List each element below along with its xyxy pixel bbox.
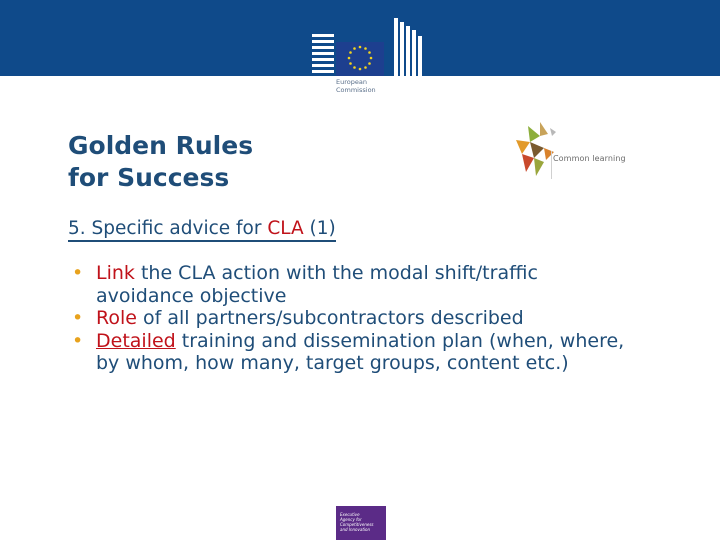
bullet-text: the CLA action with the modal shift/traffic avoidance objective [96, 262, 538, 307]
section-subtitle [68, 218, 336, 242]
subtitle-prefix: 5. Specific advice for [68, 218, 268, 239]
bullet-icon: • [72, 262, 84, 284]
common-learning-divider [551, 151, 552, 179]
european-commission-text: European Commission [336, 78, 376, 94]
bullet-text: of all partners/subcontractors described [136, 307, 524, 329]
page-title [68, 130, 428, 194]
bullet-highlight: Role [96, 307, 137, 329]
title-line-2: for Success [68, 163, 230, 192]
subtitle-suffix: (1) [303, 218, 336, 239]
advice-list [72, 262, 632, 375]
bullet-highlight: Detailed [96, 329, 176, 352]
bullet-highlight: Link [96, 262, 135, 284]
agency-logo: Executive Agency for Competitiveness and Innovation [336, 506, 386, 540]
list-item [72, 307, 632, 330]
bullet-icon: • [72, 307, 84, 329]
bullet-text: training and dissemination plan (when, where, by whom, how many, target groups, content etc.) [96, 329, 625, 374]
common-learning-label: Common learning [553, 154, 626, 163]
title-line-1: Golden Rules [68, 131, 254, 160]
list-item [72, 262, 632, 307]
common-learning-logo [510, 118, 630, 182]
subtitle-highlight: CLA [267, 218, 304, 239]
list-item [72, 330, 632, 375]
bullet-icon: • [72, 329, 84, 352]
